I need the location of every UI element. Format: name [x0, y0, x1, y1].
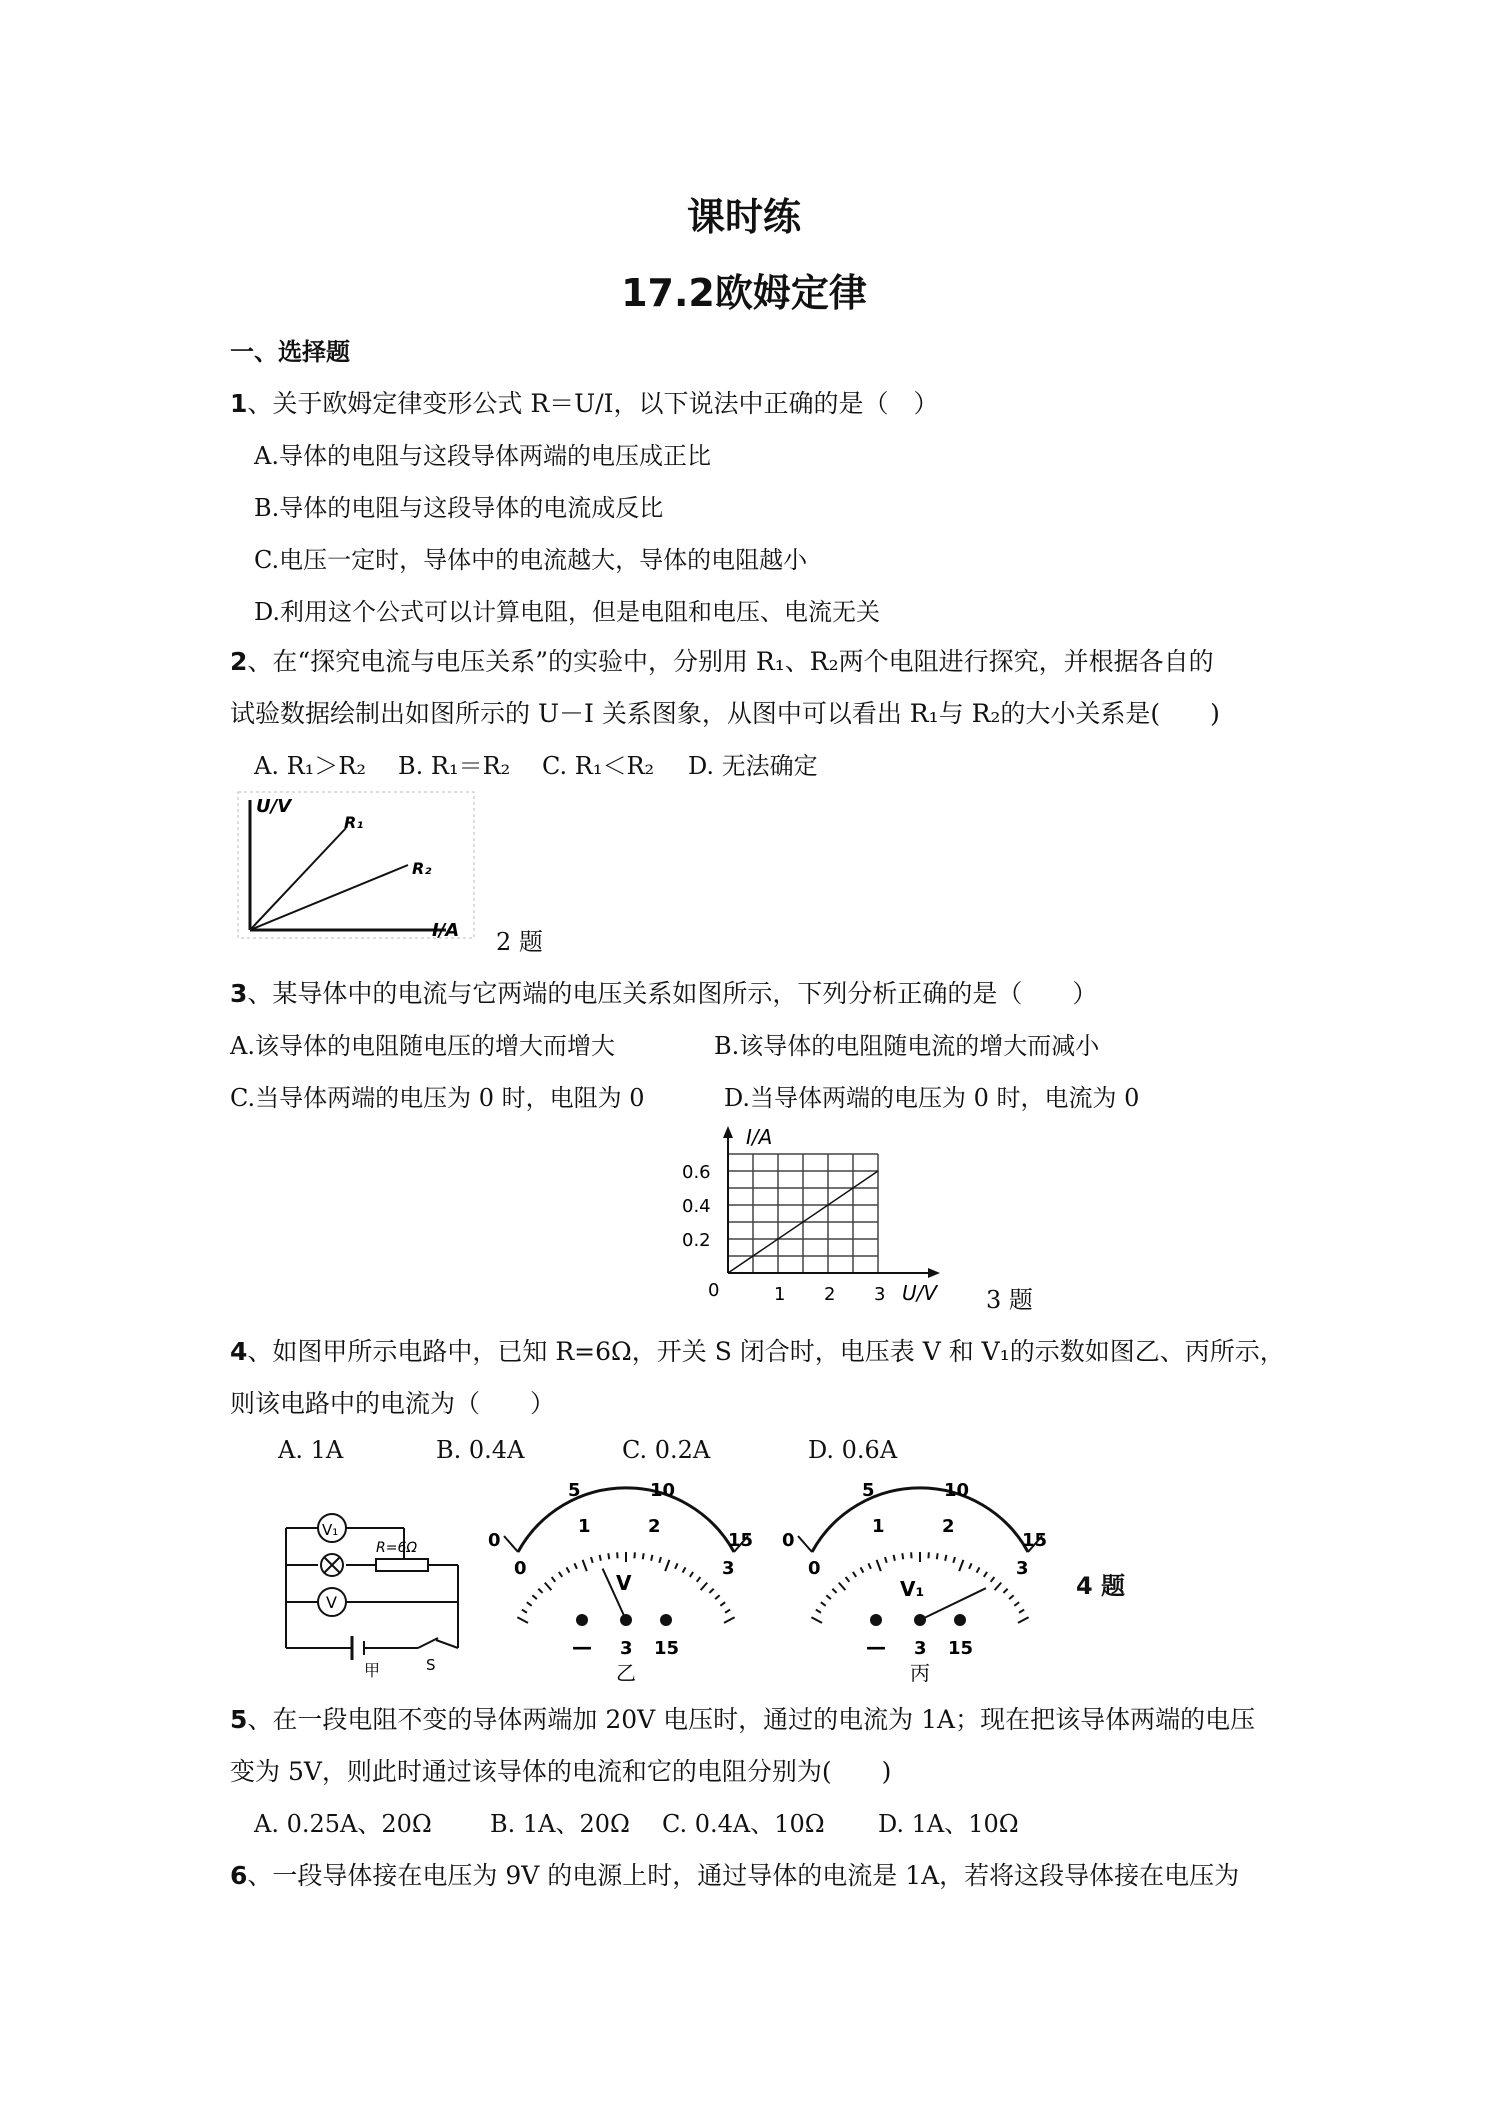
q3-x-tick-3: 3 [874, 1284, 886, 1305]
meter-tick [832, 1589, 836, 1593]
q3-y-tick-06: 0.6 [682, 1162, 711, 1183]
q2-option-c: C. R₁＜R₂ [542, 752, 655, 780]
q5-option-c: C. 0.4A、10Ω [662, 1810, 825, 1838]
q4-meter-bing [780, 1470, 1070, 1688]
q3-option-b: B.该导体的电阻随电流的增大而减小 [714, 1032, 1100, 1060]
meter-bing-needle [920, 1588, 986, 1620]
meter-tick [591, 1557, 593, 1563]
resistor-symbol [376, 1559, 428, 1571]
question-1-stem: 1、关于欧姆定律变形公式 R＝U/I，以下说法中正确的是（ ） [230, 389, 939, 418]
meter-tick [600, 1555, 601, 1561]
meter-tick [1019, 1610, 1024, 1613]
meter-bing-term-label-15: 15 [948, 1638, 974, 1659]
q2-r2-label: R₂ [412, 859, 432, 878]
q3-y-label: I/A [746, 1125, 773, 1149]
q1-option-d: D.利用这个公式可以计算电阻，但是电阻和电压、电流无关 [254, 598, 881, 626]
q2-line-r1 [250, 828, 346, 930]
meter-tick [877, 1560, 881, 1571]
switch-symbol [418, 1638, 438, 1648]
meter-tick [527, 1602, 532, 1606]
question-3-stem: 3、某导体中的电流与它两端的电压关系如图所示，下列分析正确的是（ ） [230, 979, 1098, 1008]
q2-option-b: B. R₁＝R₂ [398, 752, 511, 780]
question-6-line-1: 6、一段导体接在电压为 9V 的电源上时，通过导体的电流是 1A，若将这段导体接在电压为 [230, 1861, 1240, 1890]
meter-yi-terminal-neg [576, 1614, 588, 1626]
meter-bing-bottom-1: 1 [872, 1516, 885, 1537]
meter-tick [991, 1577, 995, 1582]
q3-y-tick-02: 0.2 [682, 1230, 711, 1251]
meter-tick [724, 1617, 735, 1623]
page-title: 课时练 [686, 195, 801, 239]
q2-option-d: D. 无法确定 [688, 752, 818, 780]
question-2-line-1: 2、在“探究电流与电压关系”的实验中，分别用 R₁、R₂两个电阻进行探究，并根据各自的 [230, 647, 1214, 676]
meter-bing-caption: 丙 [910, 1661, 930, 1685]
meter-tick [720, 1602, 725, 1606]
meter-tick [959, 1560, 963, 1571]
meter-tick [683, 1567, 686, 1572]
section-heading: 一、选择题 [230, 338, 350, 366]
meter-tick [675, 1563, 678, 1568]
meter-tick [826, 1595, 831, 1599]
meter-tick [709, 1589, 713, 1593]
q3-iu-graph [670, 1120, 1000, 1305]
q4-option-c: C. 0.2A [622, 1436, 711, 1464]
q4-meter-yi [486, 1470, 776, 1688]
q5-option-d: D. 1A、10Ω [878, 1810, 1019, 1838]
meter-tick [953, 1557, 955, 1563]
q2-line-r2 [250, 865, 408, 930]
question-2-line-2: 试验数据绘制出如图所示的 U－I 关系图象，从图中可以看出 R₁与 R₂的大小关系是( ) [230, 699, 1220, 728]
meter-tick [945, 1555, 946, 1561]
meter-bing-bottom-3: 3 [1016, 1558, 1029, 1579]
circuit-s-label: S [426, 1656, 436, 1674]
meter-tick [538, 1589, 542, 1593]
meter-tick [885, 1557, 887, 1563]
meter-tick [1014, 1602, 1019, 1606]
meter-bing-label: V₁ [900, 1577, 925, 1601]
meter-tick [545, 1583, 552, 1591]
meter-yi-bottom-2: 2 [648, 1516, 661, 1537]
meter-bing-term-label-neg: — [866, 1635, 886, 1659]
meter-yi-bottom-1: 1 [578, 1516, 591, 1537]
q3-x-tick-1: 1 [774, 1284, 786, 1305]
meter-tick [517, 1617, 528, 1623]
meter-yi-term-label-15: 15 [654, 1638, 680, 1659]
meter-bing-top-5: 5 [862, 1480, 875, 1501]
meter-tick [937, 1553, 938, 1559]
circuit-v1-label: V₁ [322, 1521, 339, 1539]
meter-tick [853, 1572, 856, 1577]
meter-tick [643, 1553, 644, 1559]
meter-tick [659, 1557, 661, 1563]
q3-option-a: A.该导体的电阻随电压的增大而增大 [230, 1032, 615, 1060]
q4-option-d: D. 0.6A [808, 1436, 898, 1464]
q3-y-arrow [723, 1126, 733, 1138]
q5-option-a: A. 0.25A、20Ω [254, 1810, 432, 1838]
meter-yi-terminal-3 [620, 1614, 632, 1626]
meter-yi-caption: 乙 [616, 1661, 636, 1685]
q2-ui-graph [236, 790, 476, 940]
meter-bing-top-0: 0 [782, 1530, 795, 1551]
meter-tick [902, 1553, 903, 1559]
meter-bing-bottom-0: 0 [808, 1558, 821, 1579]
question-5-line-1: 5、在一段电阻不变的导体两端加 20V 电压时，通过的电流为 1A；现在把该导体两端的电压 [230, 1705, 1256, 1734]
q3-x-arrow [928, 1268, 940, 1278]
meter-tick [977, 1567, 980, 1572]
q2-y-label: U/V [256, 796, 292, 817]
q4-circuit-diagram [276, 1508, 476, 1678]
meter-tick [984, 1572, 987, 1577]
meter-yi-bottom-3: 3 [722, 1558, 735, 1579]
meter-yi-top-0: 0 [488, 1530, 501, 1551]
meter-bing-arc [812, 1488, 1028, 1552]
meter-tick [1018, 1617, 1029, 1623]
meter-bing-terminal-15 [954, 1614, 966, 1626]
q3-option-c: C.当导体两端的电压为 0 时，电阻为 0 [230, 1084, 645, 1112]
meter-yi-top-10: 10 [650, 1480, 676, 1501]
meter-tick [583, 1560, 587, 1571]
q1-option-c: C.电压一定时，导体中的电流越大，导体的电阻越小 [254, 546, 808, 574]
question-5-line-2: 变为 5V，则此时通过该导体的电流和它的电阻分别为( ) [230, 1757, 892, 1786]
meter-tick [995, 1583, 1002, 1591]
q4-option-a: A. 1A [278, 1436, 344, 1464]
meter-yi-term-label-3: 3 [620, 1638, 633, 1659]
q4-option-b: B. 0.4A [436, 1436, 525, 1464]
meter-tick [839, 1583, 846, 1591]
meter-yi-term-label-neg: — [572, 1635, 592, 1659]
meter-tick [846, 1577, 850, 1582]
meter-yi-label: V [616, 1571, 632, 1595]
q3-option-d: D.当导体两端的电压为 0 时，电流为 0 [724, 1084, 1140, 1112]
meter-tick [969, 1563, 972, 1568]
meter-tick [665, 1560, 669, 1571]
meter-tick [1003, 1589, 1007, 1593]
meter-yi-top-15: 15 [728, 1530, 754, 1551]
page-subtitle: 17.2欧姆定律 [621, 271, 867, 315]
meter-tick [697, 1577, 701, 1582]
q3-y-tick-04: 0.4 [682, 1196, 711, 1217]
q3-x-tick-0: 0 [708, 1280, 720, 1301]
meter-tick [559, 1572, 562, 1577]
meter-tick [1009, 1595, 1014, 1599]
meter-yi-bottom-0: 0 [514, 1558, 527, 1579]
meter-tick [651, 1555, 652, 1561]
q2-caption: 2 题 [496, 928, 543, 956]
meter-tick [811, 1617, 822, 1623]
meter-bing-top-10: 10 [944, 1480, 970, 1501]
meter-tick [816, 1610, 821, 1613]
meter-yi-terminal-15 [660, 1614, 672, 1626]
question-4-line-2: 则该电路中的电流为（ ） [230, 1389, 556, 1418]
circuit-v-label: V [326, 1593, 337, 1612]
meter-tick [552, 1577, 556, 1582]
meter-tick [522, 1610, 527, 1613]
meter-tick [894, 1555, 895, 1561]
q5-option-b: B. 1A、20Ω [490, 1810, 630, 1838]
meter-tick [868, 1563, 871, 1568]
meter-tick [821, 1602, 826, 1606]
meter-tick [690, 1572, 693, 1577]
q3-x-label: U/V [902, 1281, 938, 1305]
meter-yi-arc [518, 1488, 734, 1552]
meter-bing-top-15: 15 [1022, 1530, 1048, 1551]
meter-bing-terminal-3 [914, 1614, 926, 1626]
question-4-line-1: 4、如图甲所示电路中，已知 R=6Ω，开关 S 闭合时，电压表 V 和 V₁的示数如图乙、丙所示， [230, 1337, 1285, 1366]
q4-caption: 4 题 [1076, 1572, 1126, 1600]
meter-tick [532, 1595, 537, 1599]
q3-x-tick-2: 2 [824, 1284, 836, 1305]
q2-r1-label: R₁ [344, 813, 364, 832]
meter-tick [715, 1595, 720, 1599]
q1-option-b: B.导体的电阻与这段导体的电流成反比 [254, 494, 664, 522]
circuit-caption: 甲 [364, 1661, 381, 1678]
meter-tick [725, 1610, 730, 1613]
meter-bing-bottom-2: 2 [942, 1516, 955, 1537]
q3-caption: 3 题 [986, 1286, 1033, 1314]
meter-bing-term-label-3: 3 [914, 1638, 927, 1659]
meter-tick [574, 1563, 577, 1568]
meter-tick [701, 1583, 708, 1591]
q2-x-label: I/A [432, 920, 460, 940]
meter-bing-terminal-neg [870, 1614, 882, 1626]
meter-yi-top-5: 5 [568, 1480, 581, 1501]
q1-option-a: A.导体的电阻与这段导体两端的电压成正比 [254, 442, 711, 470]
meter-tick [566, 1567, 569, 1572]
meter-tick [608, 1553, 609, 1559]
meter-tick [860, 1567, 863, 1572]
q2-option-a: A. R₁＞R₂ [254, 752, 366, 780]
circuit-r-label: R=6Ω [376, 1540, 418, 1556]
